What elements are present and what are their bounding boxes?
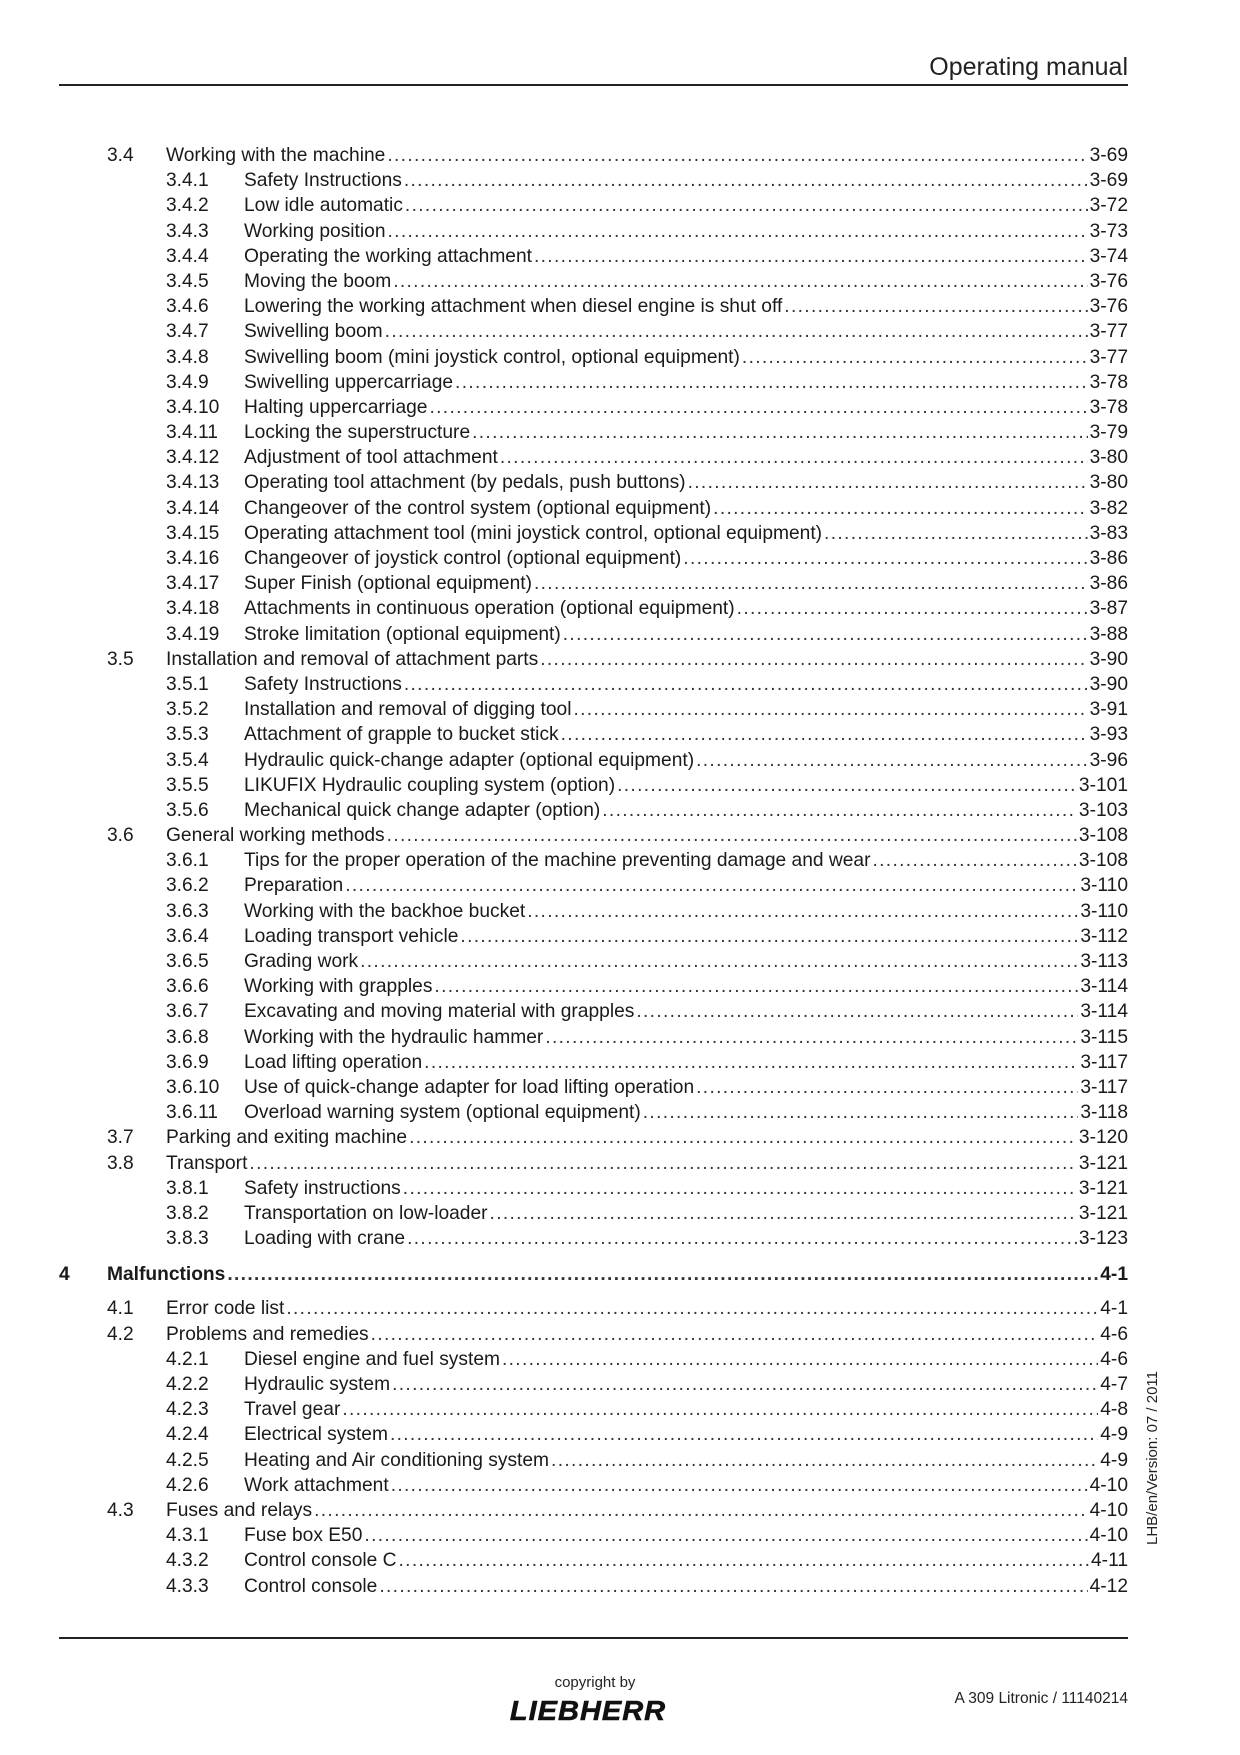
toc-entry[interactable]	[59, 269, 1128, 294]
toc-entry-number: 3.8	[107, 1152, 134, 1174]
toc-entry-page: 3-74	[1089, 245, 1128, 267]
toc-entry-page: 3-78	[1089, 396, 1128, 418]
toc-entry-number: 3.4.4	[166, 245, 209, 267]
toc-entry-page: 3-82	[1089, 497, 1128, 519]
toc-entry-title: Loading with crane	[244, 1228, 406, 1250]
toc-entry[interactable]	[59, 395, 1128, 420]
toc-entry-number: 4.3	[107, 1499, 134, 1521]
toc-entry-page: 3-110	[1080, 900, 1128, 922]
toc-entry-title: Operating tool attachment (by pedals, push buttons)	[244, 472, 686, 494]
toc-dot-leader	[551, 1448, 1098, 1473]
toc-dot-leader	[737, 596, 1088, 621]
toc-dot-leader	[617, 773, 1077, 798]
toc-entry-number: 3.6.7	[166, 1001, 209, 1023]
toc-entry-title: Working with the machine	[166, 145, 386, 166]
toc-entry-number: 3.4.3	[166, 220, 209, 242]
toc-dot-leader	[388, 219, 1088, 244]
toc-entry[interactable]	[59, 899, 1128, 924]
toc-entry-title: Parking and exiting machine	[166, 1127, 408, 1149]
toc-entry-number: 3.6.10	[166, 1076, 220, 1098]
page-header-title: Operating manual	[929, 53, 1128, 81]
toc-entry[interactable]	[59, 1422, 1128, 1447]
toc-dot-leader	[286, 1296, 1098, 1321]
toc-entry-page: 3-90	[1089, 673, 1128, 695]
toc-entry-title: Working with the backhoe bucket	[244, 900, 526, 922]
toc-entry-number: 3.6.8	[166, 1026, 209, 1048]
toc-dot-leader	[534, 571, 1088, 596]
toc-dot-leader	[385, 319, 1088, 344]
toc-entry-number: 3.4.15	[166, 522, 220, 544]
toc-entry-number: 3.6.1	[166, 850, 209, 872]
toc-entry[interactable]	[59, 823, 1128, 848]
toc-entry-page: 3-86	[1089, 548, 1128, 569]
toc-entry-title: Use of quick-change adapter for load lifting operation	[244, 1076, 695, 1098]
toc-entry-number: 3.6	[107, 825, 134, 847]
toc-entry-page: 3-120	[1078, 1127, 1128, 1149]
toc-entry-title: Locking the superstructure	[244, 422, 471, 444]
toc-entry-title: Operating attachment tool (mini joystick control, optional equipment)	[244, 522, 823, 544]
toc-dot-leader	[403, 1176, 1077, 1201]
toc-entry-page: 3-73	[1089, 220, 1128, 242]
toc-entry-number: 3.5.5	[166, 774, 209, 796]
toc-entry-number: 3.5.3	[166, 724, 209, 746]
toc-entry[interactable]	[59, 1100, 1128, 1125]
toc-entry-number: 3.4.10	[166, 396, 220, 418]
toc-dot-leader	[561, 722, 1088, 747]
toc-entry-title: Hydraulic quick-change adapter (optional equipment)	[244, 749, 695, 771]
toc-entry-title: Error code list	[166, 1298, 285, 1320]
toc-entry-number: 4.3.2	[166, 1550, 209, 1572]
toc-entry-page: 4-1	[1100, 1298, 1128, 1320]
toc-entry-number: 3.4.6	[166, 296, 209, 318]
toc-entry[interactable]	[59, 622, 1128, 647]
toc-entry-page: 3-110	[1080, 875, 1128, 897]
toc-dot-leader	[227, 1262, 1098, 1287]
toc-entry[interactable]	[59, 1151, 1128, 1176]
toc-entry-page: 3-108	[1078, 850, 1128, 872]
toc-entry-page: 3-96	[1089, 749, 1128, 771]
toc-entry-title: LIKUFIX Hydraulic coupling system (option)	[244, 774, 616, 796]
toc-entry[interactable]	[59, 1347, 1128, 1372]
toc-entry[interactable]	[59, 1372, 1128, 1397]
toc-entry-title: Transport	[166, 1152, 248, 1174]
toc-entry[interactable]	[59, 1322, 1128, 1347]
toc-entry-page: 3-115	[1080, 1026, 1128, 1048]
toc-dot-leader	[742, 345, 1088, 370]
toc-dot-leader	[824, 521, 1088, 546]
toc-entry-number: 4.3.3	[166, 1575, 209, 1597]
toc-entry[interactable]	[59, 596, 1128, 621]
toc-entry-page: 4-10	[1089, 1525, 1128, 1547]
toc-entry[interactable]	[59, 974, 1128, 999]
toc-entry[interactable]	[59, 1201, 1128, 1226]
toc-entry-title: Moving the boom	[244, 270, 392, 292]
toc-entry-page: 3-121	[1078, 1202, 1128, 1224]
toc-entry-number: 3.6.9	[166, 1051, 209, 1073]
toc-entry[interactable]	[59, 1548, 1128, 1573]
toc-entry[interactable]	[59, 1176, 1128, 1201]
toc-entry-title: Attachments in continuous operation (optional equipment)	[244, 598, 735, 620]
toc-entry-title: Malfunctions	[107, 1264, 226, 1286]
toc-entry-title: Lowering the working attachment when diesel engine is shut off	[244, 296, 783, 318]
toc-entry-page: 3-87	[1089, 598, 1128, 620]
toc-entry-page: 3-103	[1078, 799, 1128, 821]
toc-entry-title: Hydraulic system	[244, 1374, 391, 1395]
toc-entry-title: Installation and removal of digging tool	[244, 699, 572, 721]
toc-entry[interactable]	[59, 697, 1128, 722]
toc-entry-number: 3.4	[107, 145, 134, 166]
toc-entry-title: Heating and Air conditioning system	[244, 1449, 550, 1471]
toc-entry-page: 3-69	[1089, 170, 1128, 192]
toc-entry-page: 4-8	[1100, 1399, 1128, 1421]
toc-entry-title: Travel gear	[244, 1399, 341, 1421]
toc-entry-page: 3-117	[1080, 1076, 1128, 1098]
toc-entry-number: 3.8.3	[166, 1228, 209, 1250]
toc-entry[interactable]	[59, 546, 1128, 571]
toc-dot-leader	[713, 496, 1087, 521]
toc-entry-page: 3-114	[1080, 976, 1128, 998]
toc-entry[interactable]	[59, 294, 1128, 319]
toc-entry-number: 3.5.1	[166, 673, 209, 695]
toc-dot-leader	[390, 1422, 1098, 1447]
toc-entry-title: Safety instructions	[244, 1177, 401, 1199]
toc-entry-page: 3-78	[1089, 371, 1128, 393]
toc-entry-page: 3-108	[1078, 825, 1128, 847]
toc-entry-title: Changeover of the control system (optional equipment)	[244, 497, 712, 519]
toc-entry-page: 3-117	[1080, 1051, 1128, 1073]
toc-entry[interactable]	[59, 748, 1128, 773]
toc-entry-title: Overload warning system (optional equipment)	[244, 1102, 641, 1124]
toc-dot-leader	[392, 1372, 1098, 1397]
toc-dot-leader	[696, 1075, 1078, 1100]
toc-entry-number: 4.2.4	[166, 1424, 209, 1446]
toc-entry-page: 3-112	[1080, 925, 1128, 947]
toc-entry-number: 3.8.2	[166, 1202, 209, 1224]
toc-dot-leader	[683, 546, 1087, 571]
toc-entry-title: Fuses and relays	[166, 1499, 313, 1521]
toc-entry[interactable]	[59, 143, 1128, 168]
toc-entry-number: 3.4.11	[166, 422, 218, 444]
toc-entry[interactable]	[59, 193, 1128, 218]
toc-dot-leader	[405, 193, 1088, 218]
toc-entry-title: Working with the hydraulic hammer	[244, 1026, 544, 1048]
toc-entry-page: 4-10	[1089, 1474, 1128, 1496]
toc-entry-page: 4-11	[1091, 1550, 1128, 1572]
toc-entry-title: Swivelling uppercarriage	[244, 371, 454, 393]
toc-entry-title: Mechanical quick change adapter (option)	[244, 799, 601, 821]
toc-entry[interactable]	[59, 345, 1128, 370]
toc-entry-title: Work attachment	[244, 1474, 389, 1496]
toc-entry[interactable]	[59, 1574, 1128, 1599]
header-rule	[59, 84, 1128, 86]
toc-dot-leader	[364, 1523, 1087, 1548]
toc-entry-page: 4-1	[1100, 1264, 1128, 1286]
toc-entry-title: Control console	[244, 1575, 378, 1597]
toc-entry-title: Halting uppercarriage	[244, 396, 428, 418]
toc-entry-title: Working with grapples	[244, 976, 433, 998]
toc-entry[interactable]	[59, 873, 1128, 898]
toc-entry-page: 4-6	[1100, 1348, 1128, 1370]
toc-entry-title: Attachment of grapple to bucket stick	[244, 724, 559, 746]
toc-dot-leader	[500, 445, 1088, 470]
toc-entry-page: 3-72	[1089, 195, 1128, 217]
toc-entry-title: Adjustment of tool attachment	[244, 447, 498, 469]
toc-entry[interactable]	[59, 924, 1128, 949]
version-note: LHB/en/Version: 07 / 2011	[1144, 1370, 1161, 1545]
toc-dot-leader	[404, 168, 1088, 193]
toc-entry[interactable]	[59, 999, 1128, 1024]
toc-entry-title: Changeover of joystick control (optional equipment)	[244, 548, 682, 569]
toc-entry-page: 3-88	[1089, 623, 1128, 645]
toc-entry-number: 4.2.1	[166, 1348, 209, 1370]
table-of-contents	[59, 143, 1128, 1599]
toc-dot-leader	[360, 949, 1078, 974]
toc-entry[interactable]	[59, 219, 1128, 244]
toc-entry[interactable]	[59, 445, 1128, 470]
toc-entry[interactable]	[59, 470, 1128, 495]
toc-entry[interactable]	[59, 798, 1128, 823]
copyright-label: copyright by	[554, 1674, 636, 1691]
toc-entry-title: Control console C	[244, 1550, 397, 1572]
toc-entry[interactable]	[59, 1397, 1128, 1422]
toc-entry[interactable]	[59, 848, 1128, 873]
toc-dot-leader	[387, 143, 1087, 168]
toc-dot-leader	[399, 1548, 1090, 1573]
toc-entry-page: 3-79	[1089, 422, 1128, 444]
toc-entry-page: 3-118	[1080, 1102, 1128, 1124]
toc-entry-number: 3.7	[107, 1127, 134, 1149]
toc-entry[interactable]	[59, 1296, 1128, 1321]
toc-dot-leader	[404, 672, 1088, 697]
toc-entry-number: 3.5.4	[166, 749, 209, 771]
toc-entry-title: Safety Instructions	[244, 170, 402, 192]
toc-entry-title: General working methods	[166, 825, 385, 847]
toc-dot-leader	[636, 999, 1078, 1024]
toc-entry-title: Working position	[244, 220, 386, 242]
toc-entry-page: 3-91	[1089, 699, 1128, 721]
toc-entry-title: Transportation on low-loader	[244, 1202, 488, 1224]
toc-entry-page: 3-76	[1089, 270, 1128, 292]
toc-entry-title: Excavating and moving material with grapples	[244, 1001, 635, 1023]
toc-entry[interactable]	[59, 244, 1128, 269]
toc-entry-title: Problems and remedies	[166, 1323, 369, 1345]
toc-entry-number: 3.5	[107, 648, 134, 670]
toc-entry-page: 3-93	[1089, 724, 1128, 746]
toc-entry-title: Installation and removal of attachment parts	[166, 648, 539, 670]
toc-entry[interactable]	[59, 1025, 1128, 1050]
toc-dot-leader	[472, 420, 1087, 445]
toc-entry-number: 4	[59, 1264, 70, 1286]
toc-dot-leader	[545, 1025, 1078, 1050]
toc-dot-leader	[409, 1125, 1077, 1150]
toc-dot-leader	[393, 269, 1087, 294]
toc-entry-page: 4-6	[1100, 1323, 1128, 1345]
toc-dot-leader	[502, 1347, 1098, 1372]
toc-entry-number: 3.4.13	[166, 472, 220, 494]
toc-entry-number: 4.2.5	[166, 1449, 209, 1471]
toc-entry-number: 4.3.1	[166, 1525, 209, 1547]
toc-entry-title: Swivelling boom	[244, 321, 383, 343]
toc-entry-number: 3.4.17	[166, 573, 220, 595]
toc-entry-page: 3-101	[1078, 774, 1128, 796]
toc-entry-number: 3.6.4	[166, 925, 209, 947]
toc-entry[interactable]	[59, 1448, 1128, 1473]
toc-entry[interactable]	[59, 319, 1128, 344]
toc-entry-title: Tips for the proper operation of the machine preventing damage and wear	[244, 850, 871, 872]
toc-entry-page: 3-69	[1089, 145, 1128, 166]
toc-dot-leader	[643, 1100, 1079, 1125]
toc-entry[interactable]	[59, 647, 1128, 672]
toc-entry-number: 3.4.1	[166, 170, 209, 192]
toc-entry-page: 3-90	[1089, 648, 1128, 670]
toc-entry-page: 4-7	[1100, 1374, 1128, 1395]
toc-entry-title: Stroke limitation (optional equipment)	[244, 623, 561, 645]
toc-entry[interactable]	[59, 168, 1128, 193]
toc-entry-number: 3.8.1	[166, 1177, 209, 1199]
toc-entry[interactable]	[59, 672, 1128, 697]
toc-entry[interactable]	[59, 1523, 1128, 1548]
toc-entry-number: 3.4.19	[166, 623, 220, 645]
toc-entry-number: 3.6.3	[166, 900, 209, 922]
toc-entry-number: 3.5.6	[166, 799, 209, 821]
toc-dot-leader	[490, 1201, 1077, 1226]
toc-dot-leader	[345, 873, 1078, 898]
toc-entry[interactable]	[59, 1075, 1128, 1100]
toc-dot-leader	[424, 1050, 1078, 1075]
toc-entry-title: Operating the working attachment	[244, 245, 532, 267]
toc-dot-leader	[371, 1322, 1099, 1347]
toc-entry-number: 3.6.2	[166, 875, 209, 897]
liebherr-logo	[492, 1696, 684, 1731]
toc-entry[interactable]	[59, 1498, 1128, 1523]
toc-entry[interactable]	[59, 1125, 1128, 1150]
toc-entry[interactable]	[59, 420, 1128, 445]
toc-dot-leader	[387, 823, 1077, 848]
toc-dot-leader	[540, 647, 1087, 672]
toc-entry-title: Electrical system	[244, 1424, 388, 1446]
toc-entry-title: Preparation	[244, 875, 344, 897]
toc-entry-number: 4.2.2	[166, 1374, 209, 1395]
toc-entry[interactable]	[59, 1050, 1128, 1075]
toc-dot-leader	[872, 848, 1076, 873]
toc-entry-number: 3.4.7	[166, 321, 209, 343]
toc-entry-page: 3-121	[1078, 1152, 1128, 1174]
toc-dot-leader	[563, 622, 1088, 647]
toc-dot-leader	[429, 395, 1087, 420]
toc-entry-title: Grading work	[244, 951, 359, 972]
toc-entry-number: 3.4.2	[166, 195, 209, 217]
toc-dot-leader	[602, 798, 1077, 823]
toc-entry-page: 3-83	[1089, 522, 1128, 544]
toc-entry-page: 3-77	[1089, 321, 1128, 343]
toc-entry[interactable]	[59, 571, 1128, 596]
toc-entry[interactable]	[59, 949, 1128, 974]
toc-entry[interactable]	[59, 496, 1128, 521]
toc-dot-leader	[249, 1151, 1077, 1176]
toc-entry-number: 3.4.5	[166, 270, 209, 292]
toc-entry-number: 3.6.11	[166, 1102, 218, 1124]
toc-entry-page: 4-10	[1089, 1499, 1128, 1521]
toc-entry-page: 3-86	[1089, 573, 1128, 595]
toc-entry-title: Low idle automatic	[244, 195, 403, 217]
toc-dot-leader	[434, 974, 1078, 999]
toc-entry[interactable]	[59, 370, 1128, 395]
toc-entry-title: Fuse box E50	[244, 1525, 363, 1547]
toc-entry-number: 4.2.3	[166, 1399, 209, 1421]
toc-dot-leader	[342, 1397, 1098, 1422]
toc-entry-title: Super Finish (optional equipment)	[244, 573, 532, 595]
toc-entry-page: 3-76	[1089, 296, 1128, 318]
toc-dot-leader	[696, 748, 1087, 773]
toc-entry-number: 4.1	[107, 1298, 134, 1320]
toc-entry-page: 3-121	[1078, 1177, 1128, 1199]
toc-entry-page: 3-80	[1089, 447, 1128, 469]
toc-entry-title: Load lifting operation	[244, 1051, 423, 1073]
toc-entry-number: 3.4.8	[166, 346, 209, 368]
document-id: A 309 Litronic / 11140214	[954, 1690, 1128, 1707]
toc-dot-leader	[527, 899, 1078, 924]
toc-entry-number: 3.6.6	[166, 976, 209, 998]
toc-entry-page: 3-113	[1080, 951, 1128, 972]
toc-entry[interactable]	[59, 1226, 1128, 1251]
toc-entry-number: 3.6.5	[166, 951, 209, 972]
toc-entry-number: 3.5.2	[166, 699, 209, 721]
toc-dot-leader	[460, 924, 1078, 949]
toc-dot-leader	[407, 1226, 1077, 1251]
toc-entry-number: 3.4.14	[166, 497, 220, 519]
toc-entry[interactable]	[59, 773, 1128, 798]
toc-entry-page: 4-9	[1100, 1424, 1128, 1446]
toc-entry-page: 4-12	[1089, 1575, 1128, 1597]
liebherr-logo-text: LIEBHERR	[509, 1696, 667, 1726]
toc-dot-leader	[784, 294, 1087, 319]
toc-entry-number: 3.4.9	[166, 371, 209, 393]
toc-entry-title: Safety Instructions	[244, 673, 402, 695]
toc-dot-leader	[534, 244, 1088, 269]
toc-dot-leader	[379, 1574, 1087, 1599]
toc-entry-page: 4-9	[1100, 1449, 1128, 1471]
toc-entry-number: 4.2.6	[166, 1474, 209, 1496]
toc-entry-page: 3-123	[1078, 1228, 1128, 1250]
toc-entry-number: 3.4.18	[166, 598, 220, 620]
toc-entry-number: 3.4.16	[166, 548, 220, 569]
toc-dot-leader	[455, 370, 1088, 395]
toc-entry[interactable]	[59, 1473, 1128, 1498]
toc-entry[interactable]	[59, 722, 1128, 747]
toc-dot-leader	[573, 697, 1087, 722]
toc-entry-number: 4.2	[107, 1323, 134, 1345]
toc-entry-title: Swivelling boom (mini joystick control, optional equipment)	[244, 346, 740, 368]
toc-entry-page: 3-114	[1080, 1001, 1128, 1023]
toc-entry[interactable]	[59, 1262, 1128, 1287]
toc-entry-page: 3-80	[1089, 472, 1128, 494]
toc-dot-leader	[391, 1473, 1088, 1498]
toc-dot-leader	[314, 1498, 1087, 1523]
toc-entry-title: Diesel engine and fuel system	[244, 1348, 500, 1370]
toc-entry-page: 3-77	[1089, 346, 1128, 368]
toc-dot-leader	[688, 470, 1088, 495]
toc-entry-title: Loading transport vehicle	[244, 925, 459, 947]
toc-entry[interactable]	[59, 521, 1128, 546]
footer-rule	[59, 1637, 1128, 1639]
toc-entry-number: 3.4.12	[166, 447, 220, 469]
